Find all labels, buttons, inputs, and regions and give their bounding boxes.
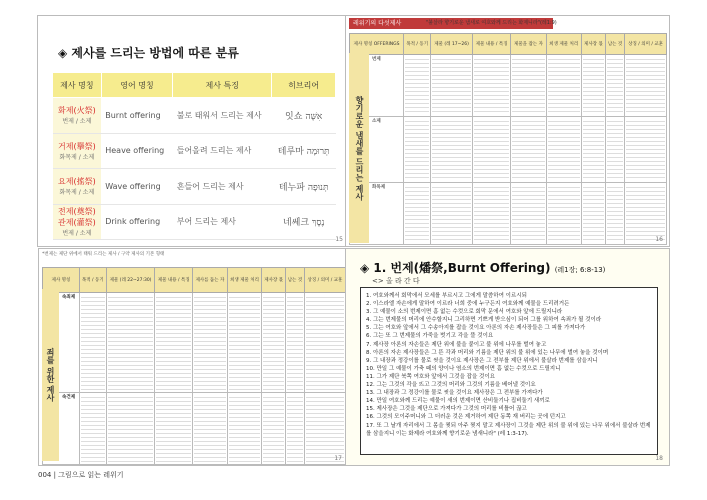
book-footer: 004 | 그림으로 읽는 레위기 (38, 471, 124, 479)
grid-header: 남는 것 (605, 34, 624, 55)
grid-header: 상징 / 의미 / 교훈 (304, 268, 345, 293)
offering-feature: 들어올려 드리는 제사 (173, 133, 272, 169)
grid-header: 목적 / 동기 (79, 268, 106, 293)
table-header: 히브리어 (272, 73, 336, 98)
page-number: 18 (655, 455, 663, 462)
table-row (53, 133, 336, 169)
grid-row (350, 55, 667, 117)
grid-header: 제사장 몫 (262, 268, 286, 293)
scripture-box (360, 287, 658, 455)
verse-line: 8. 아론의 자손 제사장들은 그 뜬 각과 머리와 기름을 제단 위의 불 위에 있는 나무에 벌여 놓을 것이며 (366, 349, 609, 356)
verse-line: 3. 그 예물이 소의 번제이면 흠 없는 수컷으로 회막 문에서 여호와 앞에 드릴지니라 (366, 309, 563, 316)
scripture-ref: (레1장; 6:8-13) (554, 266, 606, 274)
hebrew-word: נֶסֶךְ (311, 218, 325, 229)
page-number: 17 (334, 455, 342, 462)
row-label: 화목제 (350, 183, 404, 245)
grid-header: 남는 것 (285, 268, 304, 293)
subtitle: <> 올 라 간 다 (372, 277, 420, 285)
classification-panel (37, 15, 350, 247)
panel-title (360, 259, 605, 276)
offering-name: 거제(擧祭) (58, 141, 96, 151)
row-label: 번제 (350, 55, 404, 117)
table-header: 영어 명칭 (101, 73, 172, 98)
grid-header: 제물을 잡는 자 (511, 34, 546, 55)
header-note: *번제는 제단 위에서 태워 드리는 제사 / 구약 제사의 기본 형태 (42, 252, 165, 257)
hebrew-word: תְּרוּמָה (306, 147, 330, 158)
table-row (53, 169, 336, 205)
hebrew-reading: 테루마 (277, 147, 304, 158)
grid-row (43, 293, 346, 393)
english-name: Burnt offering (101, 98, 172, 134)
hebrew-word: אִשֶּׁה (305, 111, 323, 122)
verse-line: 16. 그것의 모이주머니와 그 더러운 것은 제거하여 제단 동쪽 재 버리는 곳에 던지고 (366, 414, 566, 421)
side-label: 죄를 위한 제사 (42, 289, 59, 461)
offering-name-alt: 관제(灌祭) (58, 218, 96, 228)
offering-feature: 흔들어 드리는 제사 (173, 169, 272, 205)
offering-method-table (52, 72, 336, 240)
verse-line: 7. 제사장 아론의 자손들은 제단 위에 불을 붙이고 불 위에 나무를 벌여 놓고 (366, 341, 547, 348)
offering-subname: 번제 / 소제 (62, 118, 92, 126)
table-row (53, 98, 336, 134)
verse-line: 5. 그는 여호와 앞에서 그 수송아지를 잡을 것이요 아론의 자손 제사장들은 그 피를 가져다가 (366, 325, 586, 332)
grid-header: 제물 내용 / 특징 (155, 268, 193, 293)
side-label: 향기로운 냄새를 드리는 제사 (349, 53, 369, 243)
grid-header: 제사장 몫 (581, 34, 605, 55)
offering-subname: 번제 / 소제 (62, 230, 92, 238)
grid-header: 제사 명칭 (43, 268, 80, 293)
grid-header: 제사를 돕는 자 (193, 268, 228, 293)
hebrew-reading: 잇쇼 (285, 111, 303, 122)
verse-quote: "불살라 향기로운 냄새로 여호와께 드리는 화제니라"(레1:9) (426, 20, 557, 26)
grid-header: 제물 (레 17~26) (431, 34, 473, 55)
page-number: 16 (655, 236, 663, 243)
verse-line: 14. 만일 여호와께 드리는 예물이 새의 번제이면 산비둘기나 집비둘기 새끼로 (366, 398, 550, 405)
offering-name: 요제(搖祭) (58, 177, 96, 187)
table-header: 제사 명칭 (53, 73, 102, 98)
five-offerings-panel (345, 15, 670, 247)
hebrew-reading: 네쎄크 (282, 218, 310, 229)
offering-name: 화제(火祭) (58, 106, 96, 116)
grid-header: 제물 내용 / 특징 (472, 34, 510, 55)
sin-offerings-panel (38, 248, 349, 466)
english-name: Wave offering (101, 169, 172, 205)
verse-line: 15. 제사장은 그것을 제단으로 가져다가 그것의 머리를 비틀어 끊고 (366, 406, 527, 413)
verse-line: 9. 그 내장과 정강이를 물로 씻을 것이요 제사장은 그 전부를 제단 위에서 불살라 번제를 삼을지니 (366, 357, 598, 364)
english-name: Heave offering (101, 133, 172, 169)
offering-name: 전제(奠祭) (58, 207, 96, 217)
verse-line: 17. 또 그 날개 자리에서 그 몸을 찢되 아주 찢지 말고 제사장이 그것을 제단 위의 불 위에 있는 나무 위에서 불살라 번제를 삼을지니 이는 화제라 여호와께 향기로운 냄새니라" (레 1:3-17). (366, 422, 651, 437)
offering-subname: 화목제 / 소제 (59, 153, 95, 161)
grid-header: 제사 명칭 OFFERINGS (350, 34, 404, 55)
verse-line: 11. 그가 제단 북쪽 여호와 앞에서 그것을 잡을 것이요 (366, 373, 495, 380)
hebrew-reading: 테누파 (278, 182, 305, 193)
panel-title: ◈ 제사를 드리는 방법에 따른 분류 (58, 46, 239, 60)
table-row (53, 204, 336, 240)
grid-row (350, 183, 667, 245)
grid-row (43, 393, 346, 465)
verse-line: 12. 그는 그것의 각을 뜨고 그것의 머리와 그것의 기름을 베어낼 것이요 (366, 382, 536, 389)
verse-line: 4. 그는 번제물의 머리에 안수할지니 그리하면 기쁘게 받으심이 되어 그를 위하여 속죄가 될 것이라 (366, 317, 602, 324)
grid-header: 목적 / 동기 (404, 34, 431, 55)
verse-line: 1. 여호와께서 회막에서 모세를 부르시고 그에게 말씀하여 이르시되 (366, 293, 527, 299)
offerings-grid (349, 33, 667, 245)
grid-header: 제물 (레 22~27:30) (106, 268, 155, 293)
verse-line: 13. 그 내장과 그 정강이를 물로 씻을 것이요 제사장은 그 전부를 가져다가 (366, 390, 543, 397)
offering-subname: 화목제 / 소제 (59, 189, 95, 197)
hebrew-word: תְּנוּפָה (307, 182, 329, 193)
grid-header: 상징 / 의미 / 교훈 (625, 34, 667, 55)
row-label: 속건제 (43, 393, 80, 465)
verse-line: 10. 만일 그 예물이 가축 떼의 양이나 염소의 번제이면 흠 없는 수컷으로 드릴지니 (366, 365, 561, 372)
burnt-offering-panel (345, 248, 670, 466)
sin-offerings-grid (42, 267, 346, 465)
table-header: 제사 특징 (173, 73, 272, 98)
grid-row (350, 117, 667, 183)
offering-feature: 부어 드리는 제사 (173, 204, 272, 240)
row-label: 소제 (350, 117, 404, 183)
grid-header: 희생 제물 처리 (227, 268, 262, 293)
verse-line: 6. 그는 또 그 번제물의 가죽을 벗기고 각을 뜰 것이요 (366, 333, 494, 340)
title-text: ◈ 1. 번제(燔祭,Burnt Offering) (360, 261, 551, 275)
page-number: 15 (335, 236, 343, 243)
row-label: 속죄제 (43, 293, 80, 393)
banner-label: 레위기의 다섯제사 (353, 20, 402, 27)
english-name: Drink offering (101, 204, 172, 240)
offering-feature: 불로 태워서 드리는 제사 (173, 98, 272, 134)
grid-header: 희생 제물 처리 (546, 34, 581, 55)
verse-line: 2. 이스라엘 자손에게 말하여 이르라 너희 중에 누구든지 여호와께 예물을 드리려거든 (366, 301, 570, 308)
